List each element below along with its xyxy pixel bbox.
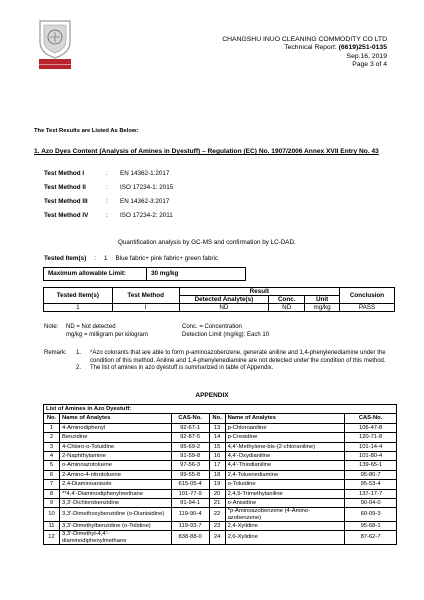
cell-no: 12: [44, 531, 60, 545]
report-date: Sep.16, 2019: [346, 52, 387, 60]
cell-cas: 91-94-1: [171, 498, 209, 507]
method-value: ISO 17234-2: 2011: [120, 212, 173, 219]
cell-no: 4: [44, 451, 60, 460]
cell-cas: 87-62-7: [345, 531, 397, 545]
table-row: [44, 423, 397, 432]
method-value: ISO 17234-1: 2015: [120, 184, 174, 191]
cell-no: 6: [44, 470, 60, 479]
method-value: EN 14362-1:2017: [120, 170, 170, 177]
table-row: [44, 489, 397, 498]
cell-cas: 92-87-5: [171, 433, 209, 442]
cell-cas: 615-05-4: [171, 480, 209, 489]
cell-no: 11: [44, 521, 60, 530]
cell-name: o-Toluidine: [225, 480, 345, 489]
cell-cas: 101-77-9: [171, 489, 209, 498]
amines-table-title-row: [44, 405, 397, 414]
cell-no: 9: [44, 498, 60, 507]
table-row: [44, 442, 397, 451]
cell-name: o-Anisidine: [225, 498, 345, 507]
table-row: [44, 531, 397, 545]
amines-header-row: [44, 414, 397, 423]
test-method-row: [44, 184, 173, 198]
cell-name: 2,4-Xylidine: [225, 521, 345, 530]
cell-cas: 95-68-1: [345, 521, 397, 530]
cell-cas: 99-55-8: [171, 470, 209, 479]
cell-no: 8: [44, 489, 60, 498]
table-row: [44, 451, 397, 460]
header-result: Result: [179, 288, 340, 296]
cell-no: 7: [44, 480, 60, 489]
header-no: No.: [44, 414, 60, 423]
cell-name: 2,4,5-Trimethylaniline: [225, 489, 345, 498]
note-mgkg: mg/kg = milligram per kilogram: [66, 331, 148, 338]
cell-no: 20: [209, 489, 225, 498]
header-name: Name of Analytes: [225, 414, 345, 423]
test-method-row: [44, 170, 173, 184]
max-limit-value: 30 mg/kg: [151, 270, 179, 277]
cell-cas: 60-09-3: [345, 508, 397, 522]
cell-cas: 120-71-8: [345, 433, 397, 442]
cell-cas: 95-69-2: [171, 442, 209, 451]
quantification-note: Quantification analysis by GC-MS and confirmation by LC-DAD.: [118, 239, 296, 246]
cell-name: 2-Naphthylamine: [59, 451, 171, 460]
table-row: [44, 508, 397, 522]
notes: [44, 324, 269, 339]
cell-item: 1: [44, 304, 113, 312]
table-row: [44, 470, 397, 479]
bureau-veritas-logo: [36, 18, 74, 70]
cell-name: 3,3'-Dimethylbenzidine (o-Tolidine): [59, 521, 171, 530]
report-header: [222, 36, 387, 70]
colon: :: [94, 255, 96, 262]
max-limit-box: [43, 267, 246, 281]
cell-name: 4,4'-Methylene-bis-(2-chloraniline): [225, 442, 345, 451]
cell-name: 2-Amino-4-nitrotoluene: [59, 470, 171, 479]
header-cas: CAS-No.: [345, 414, 397, 423]
report-number: (6619)251-0135: [338, 44, 387, 52]
cell-no: 1: [44, 423, 60, 432]
colon: :: [106, 170, 108, 177]
cell-cas: 119-93-7: [171, 521, 209, 530]
colon: :: [106, 198, 108, 205]
remark-number: 2.: [76, 365, 82, 371]
tested-items-label: Tested Item(s): [44, 255, 87, 262]
cell-conclusion: PASS: [340, 304, 395, 312]
colon: :: [106, 184, 108, 191]
header-cas: CAS-No.: [171, 414, 209, 423]
test-methods: [44, 170, 173, 226]
cell-name: o-Aminoazotoluene: [59, 461, 171, 470]
cell-name: p-Chloroaniline: [225, 423, 345, 432]
note-conc: Conc. = Concentration: [182, 324, 242, 330]
note-label: Note:: [44, 324, 59, 330]
cell-name: 2,4-Diaminoanisole: [59, 480, 171, 489]
header-unit: Unit: [305, 296, 340, 304]
cell-name: 4,4'-Thiodianiline: [225, 461, 345, 470]
tested-items: [44, 255, 218, 262]
cell-name: 2,6-Xylidine: [225, 531, 345, 545]
cell-name: p-Cresidine: [225, 433, 345, 442]
header-detected: Detected Analyte(s): [179, 296, 269, 304]
cell-no: 13: [209, 423, 225, 432]
cell-no: 2: [44, 433, 60, 442]
note-nd: ND = Not detected: [66, 324, 116, 330]
cell-cas: 97-56-3: [171, 461, 209, 470]
method-label: Test Method III: [44, 198, 88, 205]
table-row: [44, 521, 397, 530]
cell-no: 3: [44, 442, 60, 451]
header-conc: Conc.: [269, 296, 305, 304]
test-method-row: [44, 198, 173, 212]
cell-name: 4-Chloro-o-Toluidine: [59, 442, 171, 451]
cell-detected: ND: [179, 304, 269, 312]
report-number-line: [222, 44, 387, 52]
cell-cas: 119-90-4: [171, 508, 209, 522]
cell-unit: mg/kg: [305, 304, 340, 312]
cell-cas: 139-65-1: [345, 461, 397, 470]
cell-name: 3,3'-Dichlorobenzidine: [59, 498, 171, 507]
company-name: CHANGSHU INUO CLEANING COMMODITY CO LTD: [222, 36, 387, 43]
cell-name: 4-Aminodiphenyl: [59, 423, 171, 432]
amines-rows: [44, 423, 397, 544]
colon: :: [106, 212, 108, 219]
remark-text-1: *Azo colorants that are able to form p-aminoazobenzene, generate aniline and 1,4-phenylenediamine under the condition of this method. Aniline and 1,4-phenylenediamine are not detected under the condition of this method.: [90, 350, 386, 364]
cell-cas: 95-80-7: [345, 470, 397, 479]
method-label: Test Method IV: [44, 212, 89, 219]
cell-method: I: [112, 304, 179, 312]
cell-no: 22: [209, 508, 225, 522]
result-header-row: [44, 288, 395, 296]
table-row: [44, 433, 397, 442]
result-row: [44, 304, 395, 312]
cell-cas: 101-14-4: [345, 442, 397, 451]
report-label: Technical Report:: [284, 44, 337, 52]
cell-cas: 838-88-0: [171, 531, 209, 545]
section-title: 1. Azo Dyes Content (Analysis of Amines in Dyestuff) – Regulation (EC) No. 1907/2006 Annex XVII Entry No. 43: [34, 148, 379, 155]
cell-cas: 90-04-0: [345, 498, 397, 507]
cell-cas: 95-53-4: [345, 480, 397, 489]
cell-no: 14: [209, 433, 225, 442]
cell-name: 4,4'-Oxydianiline: [225, 451, 345, 460]
cell-no: 18: [209, 470, 225, 479]
header-name: Name of Analytes: [59, 414, 171, 423]
cell-name: 3,3'-Dimethyl-4,4'-diaminodiphenylmethane: [59, 531, 171, 545]
cell-name: 3,3'-Dimethoxybenzidine (o-Dianisidine): [59, 508, 171, 522]
header-test-method: Test Method: [112, 288, 179, 304]
cell-cas: 91-59-8: [171, 451, 209, 460]
table-row: [44, 480, 397, 489]
cell-no: 16: [209, 451, 225, 460]
max-limit-label: Maximum allowable Limit:: [44, 268, 147, 280]
cell-name: **4,4'-Diaminodiphenylmethane: [59, 489, 171, 498]
cell-cas: 92-67-1: [171, 423, 209, 432]
remark-number: 1.: [76, 350, 82, 356]
header-tested-items: Tested Item(s): [44, 288, 113, 304]
cell-cas: 137-17-7: [345, 489, 397, 498]
cell-conc: ND: [269, 304, 305, 312]
cell-name: Benzidine: [59, 433, 171, 442]
intro-text: The Test Results are Listed As Below:: [34, 128, 139, 134]
cell-no: 19: [209, 480, 225, 489]
result-table: [43, 287, 395, 312]
method-value: EN 14362-3:2017: [120, 198, 170, 205]
tested-item-description: Blue fabric+ pink fabric+ green fabric: [115, 255, 219, 262]
appendix-title: APPENDIX: [195, 392, 229, 399]
test-method-row: [44, 212, 173, 226]
cell-no: 21: [209, 498, 225, 507]
cell-name: *p-Aminoazobenzene (4-Amino-azobenzene): [225, 508, 345, 522]
cell-cas: 106-47-8: [345, 423, 397, 432]
cell-name: 2,4-Toluenediamine: [225, 470, 345, 479]
method-label: Test Method II: [44, 184, 86, 191]
cell-no: 24: [209, 531, 225, 545]
method-label: Test Method I: [44, 170, 85, 177]
table-row: [44, 498, 397, 507]
table-row: [44, 461, 397, 470]
cell-no: 10: [44, 508, 60, 522]
remark: [44, 350, 398, 373]
cell-no: 5: [44, 461, 60, 470]
remark-text-2: The list of amines in azo dyestuff is summarized in table of Appendix.: [90, 365, 274, 371]
amines-table: [43, 404, 397, 545]
cell-cas: 101-80-4: [345, 451, 397, 460]
cell-no: 17: [209, 461, 225, 470]
tested-item-number: 1: [103, 255, 108, 262]
note-detection-limit: Detection Limit (mg/kg): Each 10: [182, 331, 270, 338]
header-no: No.: [209, 414, 225, 423]
remark-label: Remark:: [44, 350, 67, 356]
header-conclusion: Conclusion: [340, 288, 395, 304]
cell-no: 15: [209, 442, 225, 451]
amines-table-title: List of Amines in Azo Dyestuff:: [44, 405, 397, 414]
cell-no: 23: [209, 521, 225, 530]
page-indicator: Page 3 of 4: [352, 61, 387, 69]
